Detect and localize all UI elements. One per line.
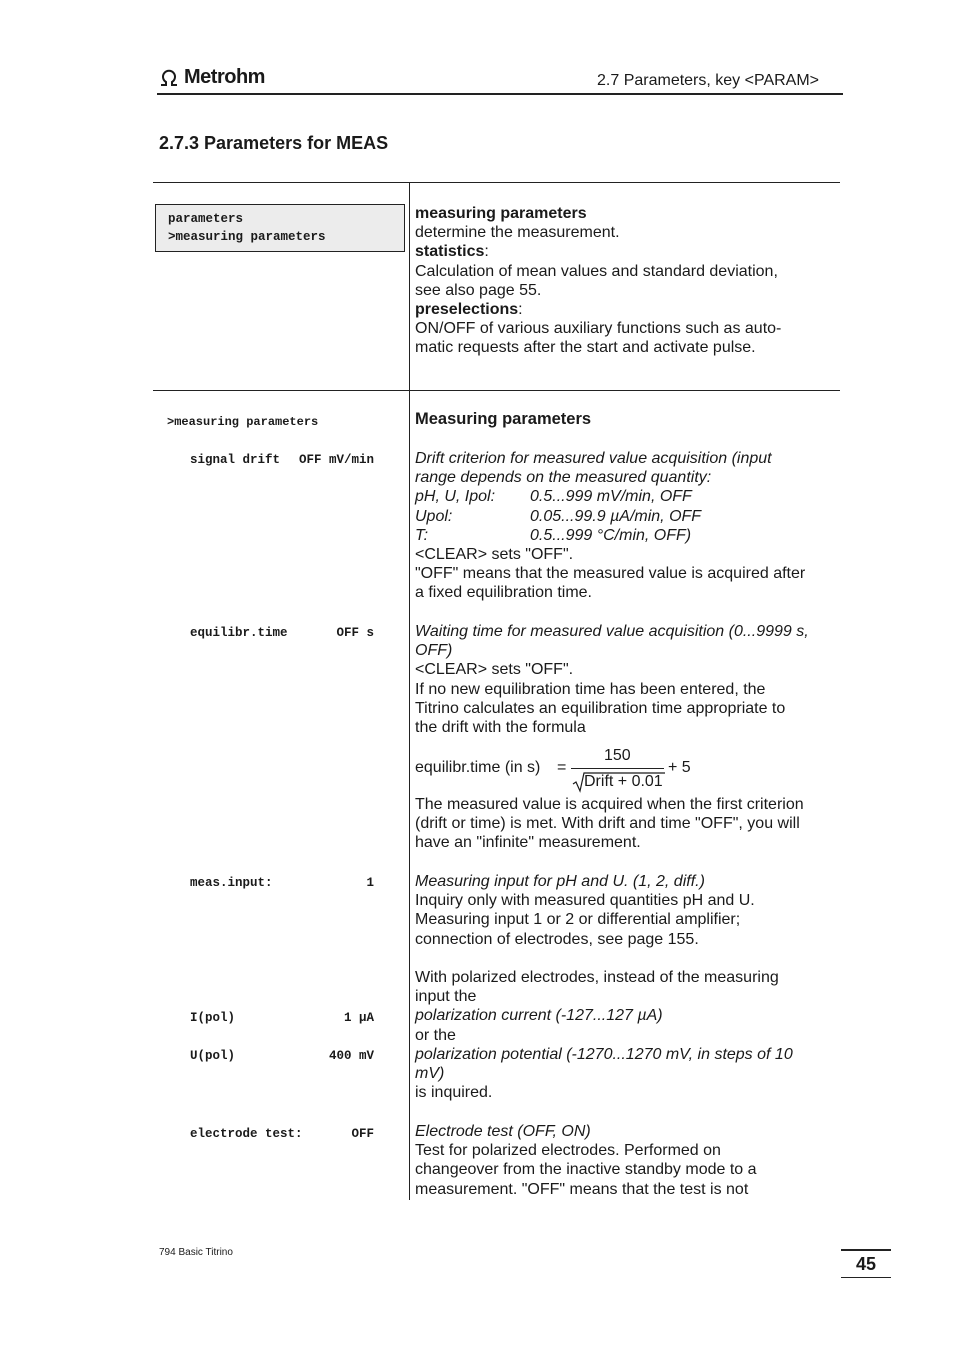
table-top-rule — [153, 182, 840, 183]
formula-lhs: equilibr.time (in s) — [415, 759, 541, 776]
column-divider — [409, 182, 410, 1200]
equil-text-4: Titrino calculates an equilibration time appropriate to — [415, 699, 786, 717]
etest-text-1: Electrode test (OFF, ON) — [415, 1123, 591, 1140]
param-value-meas-input: 1 — [366, 876, 374, 890]
equil-text-1: Waiting time for measured value acquisition (0...9999 s, — [415, 623, 809, 640]
row-divider — [153, 390, 840, 391]
input-text-9: polarization potential (-1270...1270 mV, in steps of 10 — [415, 1045, 793, 1063]
range-value-upol: 0.05...99.9 µA/min, OFF — [530, 507, 702, 525]
equil-text-6: The measured value is acquired when the first criterion — [415, 796, 804, 813]
equilibr-time-description-2 — [415, 795, 835, 853]
text-measuring-parameters: determine the measurement. — [415, 224, 620, 242]
intro-description — [415, 204, 835, 358]
term-statistics: statistics — [415, 243, 485, 261]
input-text-2: Inquiry only with measured quantities pH and U. — [415, 892, 755, 910]
input-text-3: Measuring input 1 or 2 or differential amplifier; — [415, 911, 741, 929]
range-value-ph: 0.5...999 mV/min, OFF — [530, 488, 692, 506]
input-text-6: input the — [415, 988, 477, 1006]
range-value-t: 0.5...999 °C/min, OFF) — [530, 526, 692, 544]
param-name-equilibr-time: equilibr.time — [190, 626, 288, 640]
drift-off-note-2: a fixed equilibration time. — [415, 584, 592, 602]
input-text-11: is inquired. — [415, 1084, 493, 1102]
equil-text-8: have an "infinite" measurement. — [415, 834, 641, 852]
metrohm-logo — [158, 66, 265, 89]
equil-text-2: OFF) — [415, 642, 453, 660]
range-label-ph: pH, U, Ipol: — [415, 488, 496, 506]
text-statistics-1: Calculation of mean values and standard deviation, — [415, 262, 778, 280]
section-reference: 2.7 Parameters, key <PARAM> — [597, 72, 820, 89]
input-text-5: With polarized electrodes, instead of the measuring — [415, 969, 779, 986]
param-name-signal-drift: signal drift — [190, 453, 281, 467]
text-statistics-2: see also page 55. — [415, 281, 542, 299]
display-menu-box — [155, 204, 405, 252]
term-measuring-parameters: measuring parameters — [415, 205, 587, 222]
input-text-4: connection of electrodes, see page 155. — [415, 930, 699, 948]
spacer — [415, 949, 835, 968]
drift-text-2: range depends on the measured quantity: — [415, 469, 712, 487]
equilibr-time-description — [415, 622, 835, 737]
page-title: 2.7.3 Parameters for MEAS — [159, 133, 389, 153]
signal-drift-description — [415, 449, 835, 603]
formula-numerator: 150 — [604, 747, 631, 764]
equil-text-7: (drift or time) is met. With drift and time "OFF", you will — [415, 815, 800, 833]
heading-measuring-parameters: Measuring parameters — [415, 410, 592, 428]
electrode-test-description — [415, 1122, 835, 1199]
page-number: 45 — [841, 1249, 891, 1278]
drift-text-1: Drift criterion for measured value acquisition (input — [415, 450, 772, 467]
param-value-u-pol: 400 mV — [328, 1049, 374, 1063]
param-name-i-pol: I(pol) — [190, 1011, 236, 1025]
header-divider — [157, 93, 843, 95]
formula-denominator: Drift + 0.01 — [584, 773, 663, 790]
etest-text-2: Test for polarized electrodes. Performed on — [415, 1142, 721, 1160]
equil-text-3: If no new equilibration time has been entered, the — [415, 680, 766, 698]
formula-tail: + 5 — [668, 759, 691, 776]
range-label-t: T: — [415, 526, 429, 544]
equil-clear-note: <CLEAR> sets "OFF". — [415, 661, 574, 679]
omega-icon — [158, 69, 180, 87]
param-name-u-pol: U(pol) — [190, 1049, 236, 1063]
colon: : — [484, 243, 489, 261]
param-value-equilibr-time: OFF s — [336, 626, 374, 640]
equil-text-5: the drift with the formula — [415, 719, 586, 737]
formula-equals: = — [557, 759, 567, 776]
drift-clear-note: <CLEAR> sets "OFF". — [415, 546, 574, 564]
logo-text: Metrohm — [184, 66, 265, 88]
meas-input-description — [415, 872, 835, 1102]
display-line-2: >measuring parameters — [168, 230, 326, 244]
range-label-upol: Upol: — [415, 507, 453, 525]
formula-fraction-bar — [571, 768, 664, 769]
input-text-8: or the — [415, 1026, 456, 1044]
etest-text-4: measurement. "OFF" means that the test is not — [415, 1180, 749, 1198]
menu-label-measuring-parameters: >measuring parameters — [167, 415, 319, 429]
text-preselections-2: matic requests after the start and activate pulse. — [415, 339, 756, 357]
etest-text-3: changeover from the inactive standby mode to a — [415, 1161, 757, 1179]
text-preselections-1: ON/OFF of various auxiliary functions such as auto- — [415, 320, 782, 338]
input-text-7: polarization current (-127...127 µA) — [415, 1007, 663, 1025]
param-value-i-pol: 1 µA — [343, 1011, 374, 1025]
display-line-1: parameters — [168, 212, 244, 226]
input-text-10: mV) — [415, 1065, 445, 1083]
drift-off-note-1: "OFF" means that the measured value is acquired after — [415, 565, 806, 583]
param-name-meas-input: meas.input: — [190, 876, 273, 890]
colon: : — [518, 301, 523, 319]
param-value-signal-drift: OFF mV/min — [298, 453, 374, 467]
term-preselections: preselections — [415, 301, 519, 319]
footer-product: 794 Basic Titrino — [159, 1247, 233, 1258]
param-value-electrode-test: OFF — [351, 1127, 374, 1141]
param-name-electrode-test: electrode test: — [190, 1127, 303, 1141]
input-text-1: Measuring input for pH and U. (1, 2, diff.) — [415, 873, 705, 890]
